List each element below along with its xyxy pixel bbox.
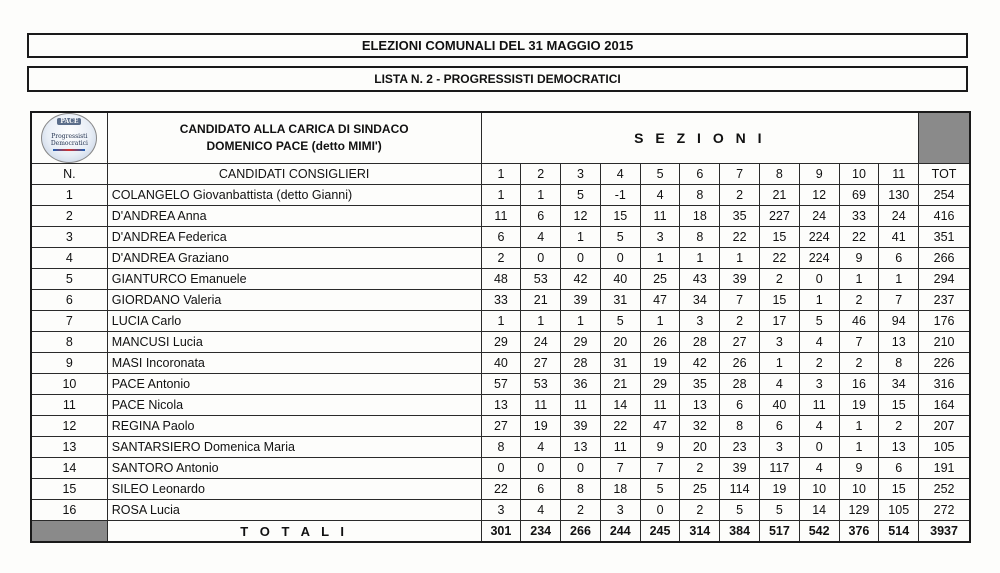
candidate-name: LUCIA Carlo <box>107 311 481 332</box>
section-votes: 31 <box>600 290 640 311</box>
mayor-candidate-line2: DOMENICO PACE (detto MIMI') <box>206 139 382 153</box>
section-votes: 17 <box>760 311 800 332</box>
col-section-5: 5 <box>640 164 680 185</box>
table-row <box>31 248 970 269</box>
section-votes: 4 <box>521 227 561 248</box>
section-votes: 6 <box>521 479 561 500</box>
section-votes: 1 <box>799 290 839 311</box>
section-votes: 0 <box>600 248 640 269</box>
section-votes: 29 <box>561 332 601 353</box>
row-total: 210 <box>919 332 970 353</box>
section-votes: 9 <box>640 437 680 458</box>
section-votes: 40 <box>481 353 521 374</box>
section-votes: 3 <box>600 500 640 521</box>
header-gray-cell <box>919 112 970 164</box>
section-votes: 22 <box>600 416 640 437</box>
section-votes: 53 <box>521 269 561 290</box>
section-votes: 39 <box>720 269 760 290</box>
candidate-name: REGINA Paolo <box>107 416 481 437</box>
row-number: 8 <box>31 332 107 353</box>
section-votes: 14 <box>799 500 839 521</box>
section-votes: 1 <box>839 437 879 458</box>
section-votes: 2 <box>680 500 720 521</box>
section-votes: 11 <box>799 395 839 416</box>
col-tot: TOT <box>919 164 970 185</box>
candidate-name: GIANTURCO Emanuele <box>107 269 481 290</box>
totals-gray-cell <box>31 521 107 543</box>
section-votes: 3 <box>481 500 521 521</box>
sections-header: S E Z I O N I <box>481 112 919 164</box>
section-votes: 1 <box>521 311 561 332</box>
section-votes: 7 <box>839 332 879 353</box>
section-votes: 13 <box>481 395 521 416</box>
section-votes: 18 <box>680 206 720 227</box>
section-votes: 42 <box>561 269 601 290</box>
section-votes: 43 <box>680 269 720 290</box>
logo-tag: PACE <box>57 118 81 125</box>
section-votes: 13 <box>879 437 919 458</box>
candidate-name: ROSA Lucia <box>107 500 481 521</box>
candidate-name: SILEO Leonardo <box>107 479 481 500</box>
section-votes: 9 <box>839 458 879 479</box>
section-votes: 18 <box>600 479 640 500</box>
row-total: 316 <box>919 374 970 395</box>
section-votes: 13 <box>561 437 601 458</box>
row-total: 266 <box>919 248 970 269</box>
section-votes: 0 <box>640 500 680 521</box>
section-votes: 0 <box>481 458 521 479</box>
section-votes: 24 <box>799 206 839 227</box>
section-votes: 5 <box>720 500 760 521</box>
section-votes: 0 <box>799 437 839 458</box>
section-votes: 2 <box>720 311 760 332</box>
table-row <box>31 332 970 353</box>
candidate-name: MASI Incoronata <box>107 353 481 374</box>
section-votes: 3 <box>760 437 800 458</box>
row-number: 5 <box>31 269 107 290</box>
section-votes: 19 <box>640 353 680 374</box>
row-total: 416 <box>919 206 970 227</box>
table-row <box>31 416 970 437</box>
section-votes: 0 <box>521 458 561 479</box>
candidate-name: GIORDANO Valeria <box>107 290 481 311</box>
section-votes: 32 <box>680 416 720 437</box>
section-total: 301 <box>481 521 521 543</box>
party-logo-icon <box>41 113 97 163</box>
section-votes: 53 <box>521 374 561 395</box>
section-votes: 22 <box>760 248 800 269</box>
grand-total: 3937 <box>919 521 970 543</box>
section-votes: 41 <box>879 227 919 248</box>
section-votes: 15 <box>760 227 800 248</box>
row-total: 237 <box>919 290 970 311</box>
section-votes: 28 <box>561 353 601 374</box>
mayor-candidate-line1: CANDIDATO ALLA CARICA DI SINDACO <box>179 122 409 136</box>
row-total: 191 <box>919 458 970 479</box>
section-votes: 8 <box>481 437 521 458</box>
row-total: 294 <box>919 269 970 290</box>
section-votes: 7 <box>600 458 640 479</box>
section-votes: 2 <box>839 290 879 311</box>
section-votes: 11 <box>561 395 601 416</box>
section-total: 245 <box>640 521 680 543</box>
section-votes: 42 <box>680 353 720 374</box>
section-votes: 6 <box>879 458 919 479</box>
section-votes: 5 <box>760 500 800 521</box>
row-number: 7 <box>31 311 107 332</box>
section-votes: 114 <box>720 479 760 500</box>
col-section-4: 4 <box>600 164 640 185</box>
section-votes: 0 <box>561 458 601 479</box>
section-votes: 11 <box>640 395 680 416</box>
section-votes: 2 <box>799 353 839 374</box>
section-votes: 20 <box>680 437 720 458</box>
section-votes: 1 <box>561 227 601 248</box>
row-number: 3 <box>31 227 107 248</box>
table-row <box>31 437 970 458</box>
section-votes: 23 <box>720 437 760 458</box>
document-title: ELEZIONI COMUNALI DEL 31 MAGGIO 2015 <box>27 33 968 58</box>
section-votes: 29 <box>640 374 680 395</box>
section-votes: 3 <box>680 311 720 332</box>
section-votes: 13 <box>879 332 919 353</box>
section-total: 376 <box>839 521 879 543</box>
section-votes: 40 <box>760 395 800 416</box>
section-votes: 28 <box>720 374 760 395</box>
section-votes: 1 <box>720 248 760 269</box>
mayor-candidate-header <box>107 112 481 164</box>
section-votes: 9 <box>839 248 879 269</box>
section-votes: 0 <box>521 248 561 269</box>
col-section-6: 6 <box>680 164 720 185</box>
section-votes: 4 <box>521 500 561 521</box>
row-total: 272 <box>919 500 970 521</box>
section-votes: 6 <box>521 206 561 227</box>
section-votes: 5 <box>600 311 640 332</box>
section-votes: 24 <box>879 206 919 227</box>
section-votes: 8 <box>879 353 919 374</box>
section-votes: 21 <box>760 185 800 206</box>
table-row <box>31 353 970 374</box>
section-votes: 8 <box>680 227 720 248</box>
section-votes: 1 <box>680 248 720 269</box>
section-votes: 22 <box>481 479 521 500</box>
section-votes: 8 <box>720 416 760 437</box>
section-votes: 1 <box>640 311 680 332</box>
row-total: 164 <box>919 395 970 416</box>
results-table <box>30 111 971 543</box>
logo-cell <box>31 112 107 164</box>
section-votes: 1 <box>760 353 800 374</box>
row-total: 252 <box>919 479 970 500</box>
section-votes: 3 <box>760 332 800 353</box>
section-votes: 0 <box>799 269 839 290</box>
section-votes: 47 <box>640 416 680 437</box>
table-row <box>31 500 970 521</box>
section-votes: 27 <box>521 353 561 374</box>
row-total: 351 <box>919 227 970 248</box>
row-number: 12 <box>31 416 107 437</box>
col-section-1: 1 <box>481 164 521 185</box>
section-votes: 11 <box>521 395 561 416</box>
section-total: 517 <box>760 521 800 543</box>
section-votes: 2 <box>839 353 879 374</box>
section-votes: 2 <box>481 248 521 269</box>
row-total: 207 <box>919 416 970 437</box>
candidate-name: COLANGELO Giovanbattista (detto Gianni) <box>107 185 481 206</box>
col-section-11: 11 <box>879 164 919 185</box>
section-votes: 19 <box>760 479 800 500</box>
section-votes: 12 <box>561 206 601 227</box>
totals-label: T O T A L I <box>107 521 481 543</box>
candidate-name: PACE Nicola <box>107 395 481 416</box>
section-votes: 15 <box>760 290 800 311</box>
totals-row <box>31 521 970 543</box>
section-votes: 16 <box>839 374 879 395</box>
row-total: 105 <box>919 437 970 458</box>
table-row <box>31 185 970 206</box>
section-votes: 224 <box>799 248 839 269</box>
section-votes: 8 <box>561 479 601 500</box>
section-votes: 15 <box>600 206 640 227</box>
candidate-name: MANCUSI Lucia <box>107 332 481 353</box>
section-votes: 1 <box>839 269 879 290</box>
section-votes: 40 <box>600 269 640 290</box>
logo-line2: Democratici <box>50 140 88 147</box>
candidate-name: D'ANDREA Graziano <box>107 248 481 269</box>
col-section-8: 8 <box>760 164 800 185</box>
list-title: LISTA N. 2 - PROGRESSISTI DEMOCRATICI <box>27 66 968 92</box>
header-row <box>31 112 970 164</box>
table-row <box>31 458 970 479</box>
section-votes: 6 <box>481 227 521 248</box>
section-votes: 39 <box>720 458 760 479</box>
section-votes: 0 <box>561 248 601 269</box>
section-votes: 26 <box>720 353 760 374</box>
section-votes: 1 <box>839 416 879 437</box>
section-votes: 129 <box>839 500 879 521</box>
section-votes: 2 <box>760 269 800 290</box>
section-total: 234 <box>521 521 561 543</box>
table-row <box>31 206 970 227</box>
section-votes: 2 <box>680 458 720 479</box>
section-votes: 39 <box>561 416 601 437</box>
candidate-name: SANTORO Antonio <box>107 458 481 479</box>
section-votes: 14 <box>600 395 640 416</box>
logo-line1: Progressisti <box>51 133 88 140</box>
section-votes: 2 <box>720 185 760 206</box>
row-number: 16 <box>31 500 107 521</box>
section-votes: 4 <box>760 374 800 395</box>
candidate-name: PACE Antonio <box>107 374 481 395</box>
section-votes: 94 <box>879 311 919 332</box>
col-section-10: 10 <box>839 164 879 185</box>
section-votes: 5 <box>640 479 680 500</box>
section-votes: 36 <box>561 374 601 395</box>
section-votes: 4 <box>521 437 561 458</box>
section-votes: 15 <box>879 479 919 500</box>
section-votes: 11 <box>481 206 521 227</box>
section-votes: 7 <box>640 458 680 479</box>
section-votes: 2 <box>879 416 919 437</box>
row-number: 4 <box>31 248 107 269</box>
section-votes: 5 <box>799 311 839 332</box>
col-section-7: 7 <box>720 164 760 185</box>
candidate-name: D'ANDREA Federica <box>107 227 481 248</box>
section-votes: 21 <box>600 374 640 395</box>
section-votes: 6 <box>760 416 800 437</box>
section-votes: 4 <box>799 416 839 437</box>
section-votes: 1 <box>879 269 919 290</box>
section-votes: 7 <box>720 290 760 311</box>
section-votes: 19 <box>839 395 879 416</box>
section-votes: 11 <box>600 437 640 458</box>
section-votes: 117 <box>760 458 800 479</box>
section-votes: 3 <box>799 374 839 395</box>
section-votes: 25 <box>640 269 680 290</box>
row-total: 176 <box>919 311 970 332</box>
section-votes: 34 <box>879 374 919 395</box>
section-votes: 2 <box>561 500 601 521</box>
table-row <box>31 227 970 248</box>
table-row <box>31 269 970 290</box>
section-total: 244 <box>600 521 640 543</box>
row-number: 1 <box>31 185 107 206</box>
section-votes: 15 <box>879 395 919 416</box>
section-votes: 8 <box>680 185 720 206</box>
row-number: 11 <box>31 395 107 416</box>
col-name: CANDIDATI CONSIGLIERI <box>107 164 481 185</box>
section-votes: 24 <box>521 332 561 353</box>
section-votes: 26 <box>640 332 680 353</box>
section-votes: 6 <box>720 395 760 416</box>
section-votes: 21 <box>521 290 561 311</box>
section-votes: 47 <box>640 290 680 311</box>
section-votes: 1 <box>481 311 521 332</box>
section-total: 314 <box>680 521 720 543</box>
section-votes: 29 <box>481 332 521 353</box>
section-votes: 13 <box>680 395 720 416</box>
section-votes: 33 <box>839 206 879 227</box>
section-votes: 4 <box>799 458 839 479</box>
section-total: 266 <box>561 521 601 543</box>
section-votes: 35 <box>680 374 720 395</box>
section-total: 384 <box>720 521 760 543</box>
section-votes: 34 <box>680 290 720 311</box>
row-number: 6 <box>31 290 107 311</box>
section-votes: 48 <box>481 269 521 290</box>
section-votes: 10 <box>839 479 879 500</box>
section-votes: 57 <box>481 374 521 395</box>
section-votes: 7 <box>879 290 919 311</box>
section-total: 542 <box>799 521 839 543</box>
section-votes: 11 <box>640 206 680 227</box>
table-row <box>31 290 970 311</box>
section-votes: 10 <box>799 479 839 500</box>
col-n: N. <box>31 164 107 185</box>
logo-wave <box>53 149 85 151</box>
col-section-2: 2 <box>521 164 561 185</box>
section-votes: 4 <box>640 185 680 206</box>
section-votes: 3 <box>640 227 680 248</box>
section-votes: 22 <box>720 227 760 248</box>
col-section-9: 9 <box>799 164 839 185</box>
section-votes: 4 <box>799 332 839 353</box>
section-total: 514 <box>879 521 919 543</box>
section-votes: 1 <box>481 185 521 206</box>
section-votes: 25 <box>680 479 720 500</box>
row-number: 14 <box>31 458 107 479</box>
section-votes: 1 <box>521 185 561 206</box>
col-section-3: 3 <box>561 164 601 185</box>
section-votes: 27 <box>481 416 521 437</box>
section-votes: 5 <box>561 185 601 206</box>
section-votes: 105 <box>879 500 919 521</box>
table-row <box>31 479 970 500</box>
section-votes: -1 <box>600 185 640 206</box>
section-votes: 46 <box>839 311 879 332</box>
candidate-name: D'ANDREA Anna <box>107 206 481 227</box>
section-votes: 28 <box>680 332 720 353</box>
section-votes: 31 <box>600 353 640 374</box>
section-votes: 12 <box>799 185 839 206</box>
section-votes: 22 <box>839 227 879 248</box>
section-votes: 33 <box>481 290 521 311</box>
section-votes: 227 <box>760 206 800 227</box>
row-number: 2 <box>31 206 107 227</box>
section-votes: 27 <box>720 332 760 353</box>
section-votes: 39 <box>561 290 601 311</box>
section-votes: 19 <box>521 416 561 437</box>
row-number: 9 <box>31 353 107 374</box>
section-votes: 1 <box>561 311 601 332</box>
section-votes: 69 <box>839 185 879 206</box>
table-row <box>31 395 970 416</box>
candidate-name: SANTARSIERO Domenica Maria <box>107 437 481 458</box>
section-votes: 6 <box>879 248 919 269</box>
section-votes: 1 <box>640 248 680 269</box>
row-number: 13 <box>31 437 107 458</box>
table-row <box>31 311 970 332</box>
row-number: 10 <box>31 374 107 395</box>
section-votes: 130 <box>879 185 919 206</box>
row-number: 15 <box>31 479 107 500</box>
row-total: 226 <box>919 353 970 374</box>
section-votes: 20 <box>600 332 640 353</box>
section-votes: 35 <box>720 206 760 227</box>
section-votes: 5 <box>600 227 640 248</box>
row-total: 254 <box>919 185 970 206</box>
table-row <box>31 374 970 395</box>
section-votes: 224 <box>799 227 839 248</box>
column-header-row <box>31 164 970 185</box>
